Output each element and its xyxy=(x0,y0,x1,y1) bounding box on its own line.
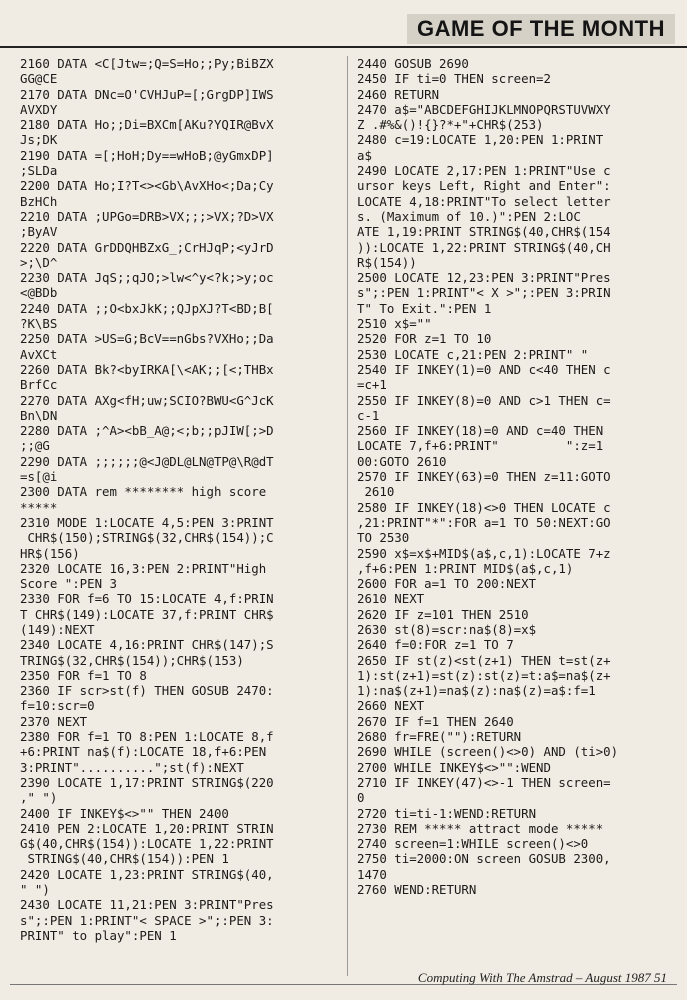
code-line: ;SLDa xyxy=(20,163,58,179)
code-line: PRINT" to play":PEN 1 xyxy=(20,927,177,943)
code-line: ***** xyxy=(20,499,58,515)
code-line: G$(40,CHR$(154)):LOCATE 1,22:PRINT xyxy=(20,836,274,852)
code-line: Bn\DN xyxy=(20,407,58,423)
code-line: 2200 DATA Ho;I?T<><Gb\AvXHo<;Da;Cy xyxy=(20,178,274,194)
code-line: ;ByAV xyxy=(20,224,58,240)
code-line: 2310 MODE 1:LOCATE 4,5:PEN 3:PRINT xyxy=(20,514,274,530)
code-line: +6:PRINT na$(f):LOCATE 18,f+6:PEN xyxy=(20,744,267,760)
code-line: HR$(156) xyxy=(20,545,80,561)
code-line: 2750 ti=2000:ON screen GOSUB 2300, xyxy=(357,851,611,867)
code-line: 2440 GOSUB 2690 xyxy=(357,56,469,71)
code-line: s";:PEN 1:PRINT"< SPACE >";:PEN 3: xyxy=(20,912,274,928)
code-line: 2540 IF INKEY(1)=0 AND c<40 THEN c xyxy=(357,361,611,377)
code-line: ATE 1,19:PRINT STRING$(40,CHR$(154 xyxy=(357,224,611,240)
code-line: 1):na$(z+1)=na$(z):na$(z)=a$:f=1 xyxy=(357,683,596,699)
code-line: " ") xyxy=(20,882,50,898)
code-line: 2600 FOR a=1 TO 200:NEXT xyxy=(357,576,537,592)
code-line: 2480 c=19:LOCATE 1,20:PEN 1:PRINT xyxy=(357,132,604,148)
code-line: 2390 LOCATE 1,17:PRINT STRING$(220 xyxy=(20,774,274,790)
code-line: =c+1 xyxy=(357,377,387,393)
code-line: )):LOCATE 1,22:PRINT STRING$(40,CH xyxy=(357,239,611,255)
code-line: 2570 IF INKEY(63)=0 THEN z=11:GOTO xyxy=(357,469,611,485)
code-line: 2760 WEND:RETURN xyxy=(357,882,477,898)
code-line: 2730 REM ***** attract mode ***** xyxy=(357,820,604,836)
code-line: CHR$(150);STRING$(32,CHR$(154));C xyxy=(20,530,274,546)
code-line: 2650 IF st(z)<st(z+1) THEN t=st(z+ xyxy=(357,652,611,668)
code-line: 3:PRINT"..........";st(f):NEXT xyxy=(20,759,244,775)
code-line: 2410 PEN 2:LOCATE 1,20:PRINT STRIN xyxy=(20,820,274,836)
code-line: 2160 DATA <C[Jtw=;Q=S=Ho;;Py;BiBZX xyxy=(20,56,274,71)
code-line: Z .#%&()!{}?*+"+CHR$(253) xyxy=(357,117,544,133)
code-line: 2690 WHILE (screen()<>0) AND (ti>0) xyxy=(357,744,619,760)
code-line: 2490 LOCATE 2,17:PEN 1:PRINT"Use c xyxy=(357,163,611,179)
code-line: 2590 x$=x$+MID$(a$,c,1):LOCATE 7+z xyxy=(357,545,611,561)
code-line: 2680 fr=FRE(""):RETURN xyxy=(357,729,522,745)
code-line: 2700 WHILE INKEY$<>"":WEND xyxy=(357,759,551,775)
code-line: 2400 IF INKEY$<>"" THEN 2400 xyxy=(20,805,229,821)
code-line: 2180 DATA Ho;;Di=BXCm[AKu?YQIR@BvX xyxy=(20,117,274,133)
code-line: 2550 IF INKEY(8)=0 AND c>1 THEN c= xyxy=(357,392,611,408)
page-section-title: GAME OF THE MONTH xyxy=(407,14,675,44)
code-line: 2240 DATA ;;O<bxJkK;;QJpXJ?T<BD;B[ xyxy=(20,300,274,316)
code-line: 2170 DATA DNc=O'CVHJuP=[;GrgDP]IWS xyxy=(20,86,274,102)
code-line: LOCATE 4,18:PRINT"To select letter xyxy=(357,193,611,209)
code-line: 2420 LOCATE 1,23:PRINT STRING$(40, xyxy=(20,866,274,882)
code-line: 0 xyxy=(357,790,365,806)
code-line: ?K\BS xyxy=(20,316,58,332)
code-line: ,f+6:PEN 1:PRINT MID$(a$,c,1) xyxy=(357,560,574,576)
code-line: 2640 f=0:FOR z=1 TO 7 xyxy=(357,637,514,653)
code-line: 2560 IF INKEY(18)=0 AND c=40 THEN xyxy=(357,423,604,439)
code-line: s";:PEN 1:PRINT"< X >";:PEN 3:PRIN xyxy=(357,285,611,301)
code-line: 2460 RETURN xyxy=(357,86,440,102)
header-rule xyxy=(0,46,687,48)
code-line: T" To Exit.":PEN 1 xyxy=(357,300,492,316)
code-line: 2660 NEXT xyxy=(357,698,425,714)
header-band xyxy=(0,0,687,46)
code-line: a$ xyxy=(357,147,372,163)
code-line: (149):NEXT xyxy=(20,621,95,637)
code-line: 2530 LOCATE c,21:PEN 2:PRINT" " xyxy=(357,346,589,362)
code-line: GG@CE xyxy=(20,71,58,87)
code-line: Js;DK xyxy=(20,132,58,148)
code-line: BzHCh xyxy=(20,193,58,209)
code-line: 2350 FOR f=1 TO 8 xyxy=(20,667,147,683)
code-line: 1470 xyxy=(357,866,387,882)
code-line: 2630 st(8)=scr:na$(8)=x$ xyxy=(357,621,537,637)
code-line: BrfCc xyxy=(20,377,58,393)
code-line: TO 2530 xyxy=(357,530,410,546)
code-line: 2300 DATA rem ******** high score xyxy=(20,484,267,500)
code-line: 2580 IF INKEY(18)<>0 THEN LOCATE c xyxy=(357,499,611,515)
code-line: ursor keys Left, Right and Enter": xyxy=(357,178,611,194)
code-line: 2320 LOCATE 16,3:PEN 2:PRINT"High xyxy=(20,560,267,576)
code-line: 2330 FOR f=6 TO 15:LOCATE 4,f:PRIN xyxy=(20,591,274,607)
code-line: 2380 FOR f=1 TO 8:PEN 1:LOCATE 8,f xyxy=(20,729,274,745)
code-line: R$(154)) xyxy=(357,254,417,270)
code-line: 2740 screen=1:WHILE screen()<>0 xyxy=(357,836,589,852)
page-footer: Computing With The Amstrad – August 1987 51 xyxy=(417,970,667,985)
code-line: 2360 IF scr>st(f) THEN GOSUB 2470: xyxy=(20,683,274,699)
code-line: STRING$(40,CHR$(154)):PEN 1 xyxy=(20,851,229,867)
code-line: =s[@i xyxy=(20,469,58,485)
code-line: <@BDb xyxy=(20,285,58,301)
code-line: 2190 DATA =[;HoH;Dy==wHoB;@yGmxDP] xyxy=(20,147,274,163)
code-line: 2260 DATA Bk?<byIRKA[\<AK;;[<;THBx xyxy=(20,361,274,377)
code-line: AvXCt xyxy=(20,346,58,362)
code-line: 2340 LOCATE 4,16:PRINT CHR$(147);S xyxy=(20,637,274,653)
code-line: Score ":PEN 3 xyxy=(20,576,117,592)
code-line: AVXDY xyxy=(20,101,58,117)
code-line: 2370 NEXT xyxy=(20,713,88,729)
code-line: 2610 xyxy=(357,484,395,500)
code-line: 2500 LOCATE 12,23:PEN 3:PRINT"Pres xyxy=(357,270,611,286)
code-line: 2290 DATA ;;;;;;@<J@DL@LN@TP@\R@dT xyxy=(20,453,274,469)
code-line: LOCATE 7,f+6:PRINT" ":z=1 xyxy=(357,438,604,454)
code-line: 2610 NEXT xyxy=(357,591,425,607)
code-line: 2220 DATA GrDDQHBZxG_;CrHJqP;<yJrD xyxy=(20,239,274,255)
code-line: 2720 ti=ti-1:WEND:RETURN xyxy=(357,805,537,821)
code-line: T CHR$(149):LOCATE 37,f:PRINT CHR$ xyxy=(20,606,274,622)
code-line: ,21:PRINT"*":FOR a=1 TO 50:NEXT:GO xyxy=(357,514,611,530)
right-code-column xyxy=(357,56,679,897)
code-line: 2280 DATA ;^A><bB_A@;<;b;;pJIW[;>D xyxy=(20,423,274,439)
code-line: 1):st(z+1)=st(z):st(z)=t:a$=na$(z+ xyxy=(357,667,611,683)
code-line: 2470 a$="ABCDEFGHIJKLMNOPQRSTUVWXY xyxy=(357,101,611,117)
code-line: s. (Maximum of 10.)":PEN 2:LOC xyxy=(357,208,581,224)
code-line: 2250 DATA >US=G;BcV==nGbs?VXHo;;Da xyxy=(20,331,274,347)
code-line: 2520 FOR z=1 TO 10 xyxy=(357,331,492,347)
code-line: ;;@G xyxy=(20,438,50,454)
column-divider xyxy=(347,56,348,976)
code-line: 2710 IF INKEY(47)<>-1 THEN screen= xyxy=(357,774,611,790)
code-line: 2210 DATA ;UPGo=DRB>VX;;;>VX;?D>VX xyxy=(20,208,274,224)
code-line: 2270 DATA AXg<fH;uw;SCIO?BWU<G^JcK xyxy=(20,392,274,408)
code-line: 2450 IF ti=0 THEN screen=2 xyxy=(357,71,551,87)
left-code-column xyxy=(20,56,340,943)
code-line: TRING$(32,CHR$(154));CHR$(153) xyxy=(20,652,244,668)
code-line: 00:GOTO 2610 xyxy=(357,453,447,469)
code-line: f=10:scr=0 xyxy=(20,698,95,714)
code-line: 2430 LOCATE 11,21:PEN 3:PRINT"Pres xyxy=(20,897,274,913)
code-line: 2510 x$="" xyxy=(357,316,432,332)
code-line: >;\D^ xyxy=(20,254,58,270)
code-line: 2230 DATA JqS;;qJO;>lw<^y<?k;>y;oc xyxy=(20,270,274,286)
code-line: c-1 xyxy=(357,407,380,423)
code-line: 2670 IF f=1 THEN 2640 xyxy=(357,713,514,729)
code-line: ," ") xyxy=(20,790,58,806)
code-line: 2620 IF z=101 THEN 2510 xyxy=(357,606,529,622)
